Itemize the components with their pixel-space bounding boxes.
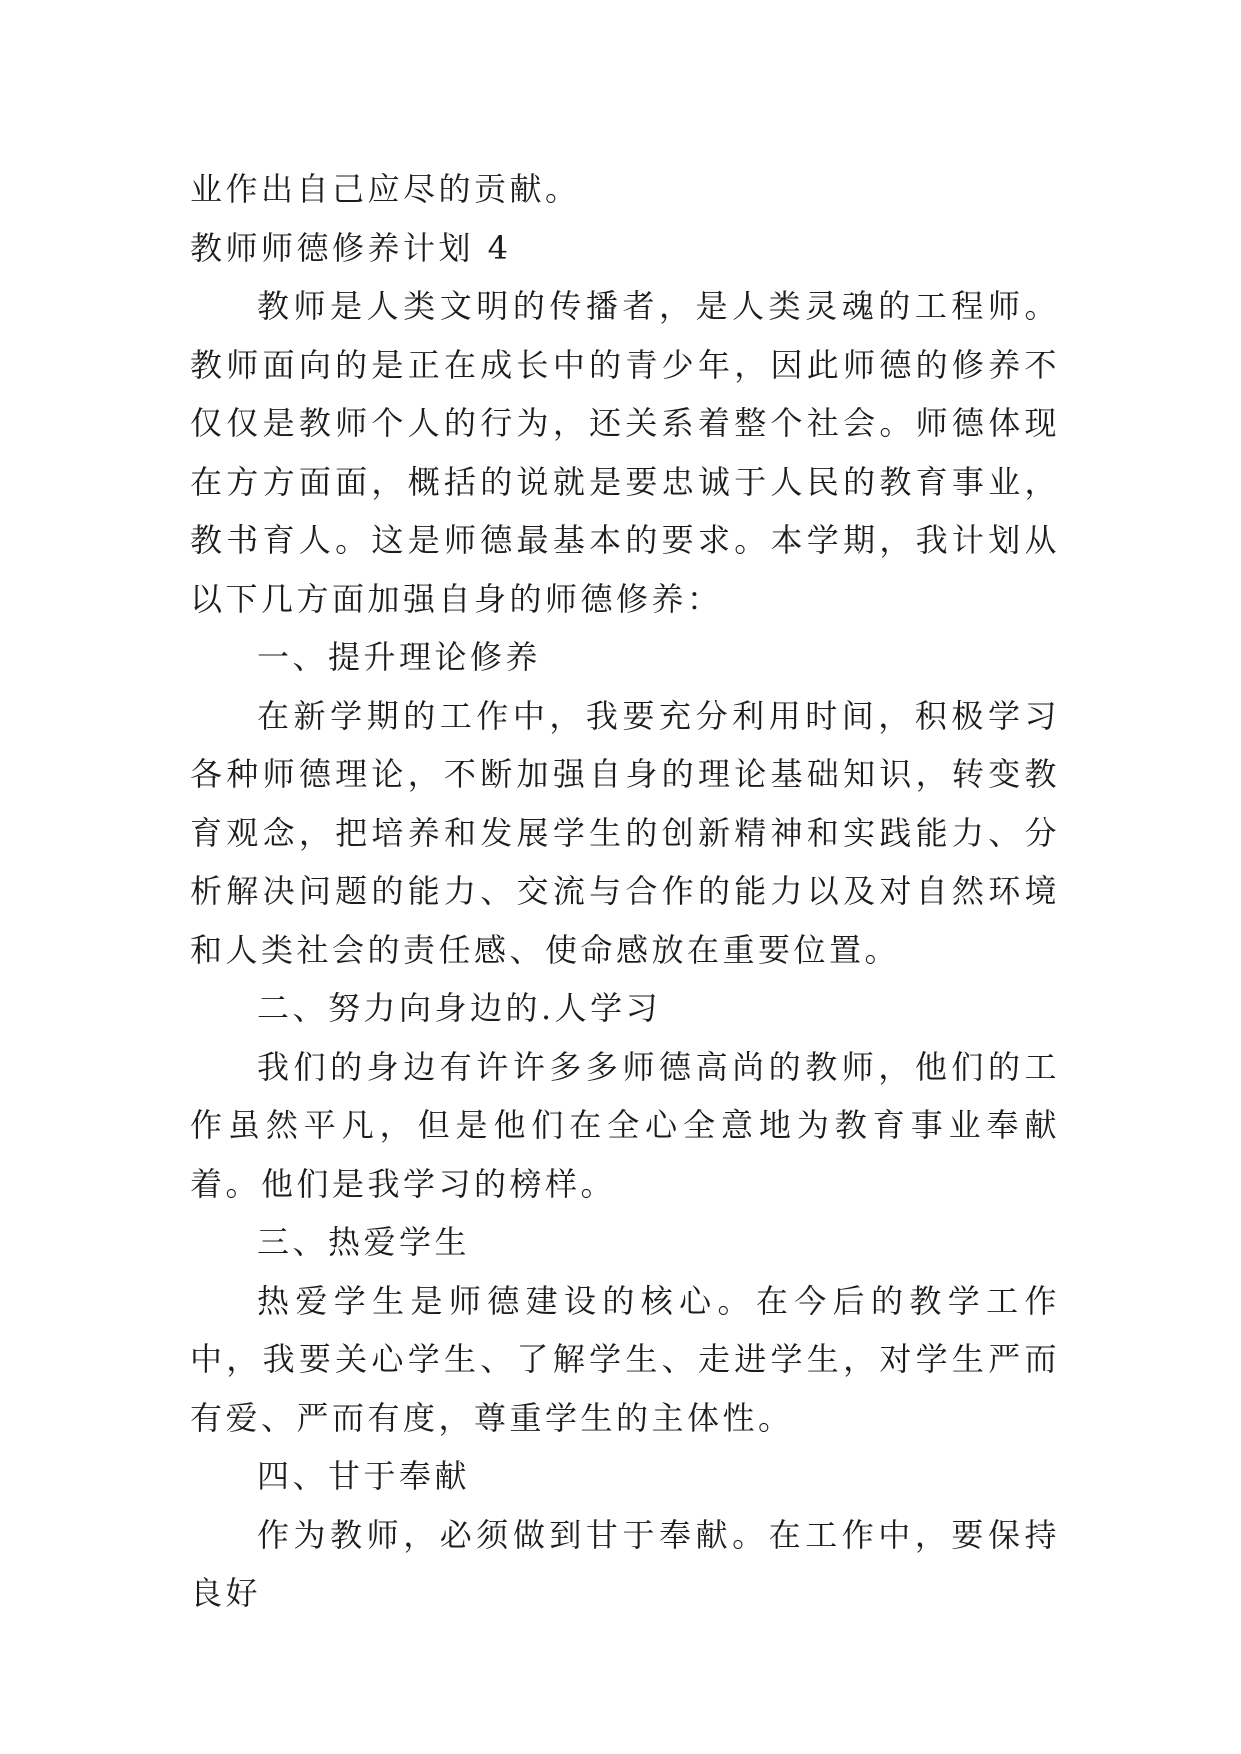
paragraph-1: 在新学期的工作中，我要充分利用时间，积极学习各种师德理论，不断加强自身的理论基础知识，转变教育观念，把培养和发展学生的创新精神和实践能力、分析解决问题的能力、交流与合作的能力以及对自然环境和人类社会的责任感、使命感放在重要位置。	[190, 696, 1060, 969]
paragraph-2: 我们的身边有许许多多师德高尚的教师，他们的工作虽然平凡，但是他们在全心全意地为教育事业奉献着。他们是我学习的榜样。	[190, 1047, 1060, 1203]
paragraph-intro: 教师是人类文明的传播者，是人类灵魂的工程师。教师面向的是正在成长中的青少年，因此师德的修养不仅仅是教师个人的行为，还关系着整个社会。师德体现在方方面面，概括的说就是要忠诚于人民的教育事业，教书育人。这是师德最基本的要求。本学期，我计划从以下几方面加强自身的师德修养：	[190, 287, 1060, 618]
heading-4: 四、甘于奉献	[257, 1457, 471, 1495]
paragraph-3: 热爱学生是师德建设的核心。在今后的教学工作中，我要关心学生、了解学生、走进学生，对学生严而有爱、严而有度，尊重学生的主体性。	[190, 1281, 1060, 1437]
heading-1: 一、提升理论修养	[257, 638, 542, 676]
heading-2: 二、努力向身边的.人学习	[257, 989, 662, 1027]
paragraph-4: 作为教师，必须做到甘于奉献。在工作中，要保持良好	[190, 1515, 1060, 1612]
document-body	[190, 160, 1060, 1623]
section-title: 教师师德修养计划 4	[190, 228, 512, 267]
paragraph-continuation: 业作出自己应尽的贡献。	[190, 170, 581, 208]
heading-3: 三、热爱学生	[257, 1223, 471, 1261]
